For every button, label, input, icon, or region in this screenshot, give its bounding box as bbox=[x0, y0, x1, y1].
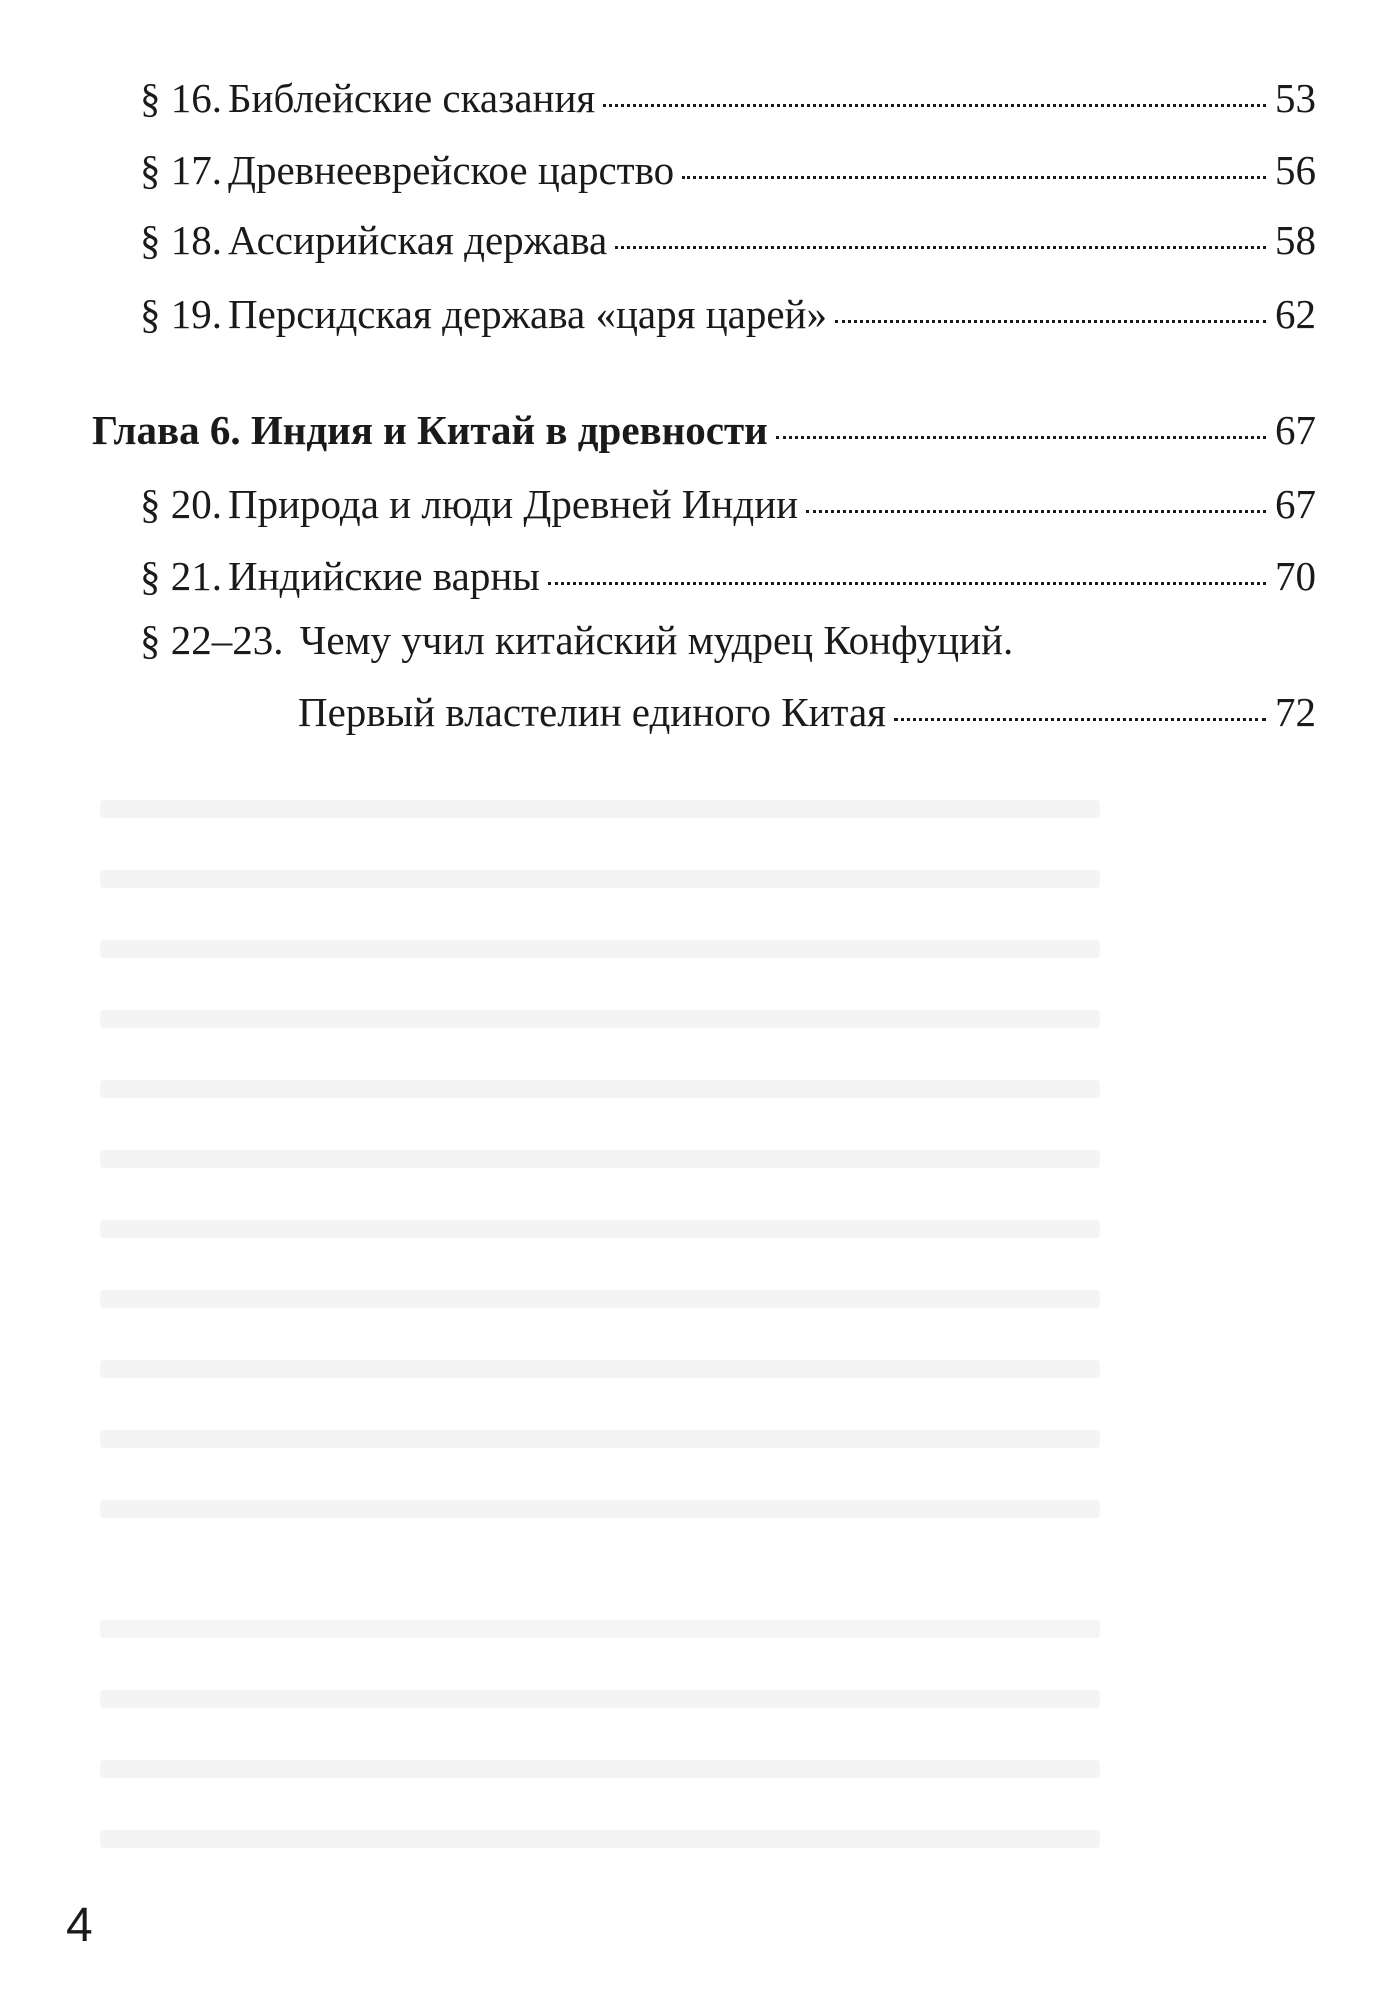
leader-dots bbox=[835, 320, 1266, 323]
leader-dots bbox=[615, 246, 1266, 249]
toc-chapter-heading bbox=[92, 407, 1316, 453]
toc-entry bbox=[140, 147, 1316, 193]
toc-entry bbox=[140, 217, 1316, 263]
toc-entry-title: Природа и люди Древней Индии bbox=[228, 481, 799, 527]
toc-entry-page: 58 bbox=[1275, 217, 1316, 263]
leader-dots bbox=[603, 104, 1266, 107]
toc-entry bbox=[140, 75, 1316, 121]
toc-entry-number: § 17. bbox=[140, 147, 222, 193]
leader-dots bbox=[682, 176, 1266, 179]
toc-entry bbox=[140, 553, 1316, 599]
toc-entry-number: § 21. bbox=[140, 553, 222, 599]
leader-dots bbox=[806, 510, 1266, 513]
toc-entry-title: Древнееврейское царство bbox=[228, 147, 675, 193]
toc-entry-title-line1: Чему учил китайский мудрец Конфуций. bbox=[299, 617, 1014, 663]
toc-entry-title: Персидская держава «царя царей» bbox=[228, 291, 827, 337]
leader-dots bbox=[776, 436, 1266, 439]
toc-entry-number: § 18. bbox=[140, 217, 222, 263]
toc-entry-page: 67 bbox=[1275, 481, 1316, 527]
toc-entry-number: § 19. bbox=[140, 291, 222, 337]
toc-entry bbox=[140, 481, 1316, 527]
toc-entry-number: § 16. bbox=[140, 75, 222, 121]
leader-dots bbox=[548, 582, 1266, 585]
leader-dots bbox=[894, 718, 1266, 721]
toc-entry-title: Индийские варны bbox=[228, 553, 540, 599]
toc-entry-multiline-first bbox=[140, 617, 1014, 663]
page-number: 4 bbox=[66, 1899, 93, 1952]
toc-entry bbox=[140, 291, 1316, 337]
toc-entry-title: Библейские сказания bbox=[228, 75, 596, 121]
toc-entry-number: § 20. bbox=[140, 481, 222, 527]
toc-entry-number: § 22–23. bbox=[140, 617, 284, 663]
toc-entry-title-line2: Первый властелин единого Китая bbox=[298, 689, 886, 735]
toc-entry-page: 72 bbox=[1275, 689, 1316, 735]
toc-entry-page: 62 bbox=[1275, 291, 1316, 337]
toc-entry-title: Ассирийская держава bbox=[228, 217, 608, 263]
toc-entry-page: 70 bbox=[1275, 553, 1316, 599]
toc-entry-page: 56 bbox=[1275, 147, 1316, 193]
chapter-page: 67 bbox=[1275, 407, 1316, 453]
toc-entry-page: 53 bbox=[1275, 75, 1316, 121]
toc-entry-multiline-second bbox=[298, 689, 1316, 735]
chapter-title: Глава 6. Индия и Китай в древности bbox=[92, 407, 768, 453]
